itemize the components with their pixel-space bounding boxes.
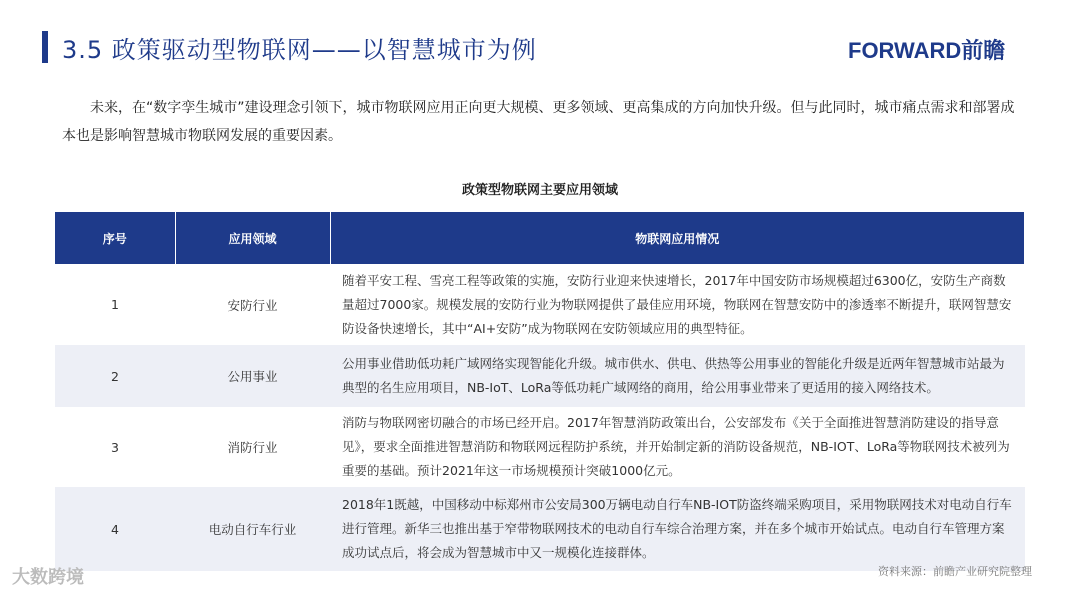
row-desc: 消防与物联网密切融合的市场已经开启。2017年智慧消防政策出台，公安部发布《关于全面推进智慧消防建设的指导意见》，要求全面推进智慧消防和物联网远程防护系统，并开始制定新的消防设备规范，NB-IOT、LoRa等物联网技术被列为重要的基础。预计2021年这一市场规模预计突破1000亿元。 <box>342 415 1010 478</box>
table-row <box>55 345 1025 407</box>
table-title: 政策型物联网主要应用领域 <box>461 183 618 198</box>
application-table <box>55 212 1025 571</box>
table-row <box>55 264 1025 345</box>
header-field: 应用领域 <box>175 212 330 264</box>
title-accent-bar <box>42 31 48 63</box>
row-no: 2 <box>55 345 175 407</box>
row-no: 1 <box>111 297 119 312</box>
row-field: 公用事业 <box>175 345 330 407</box>
header-desc: 物联网应用情况 <box>330 212 1025 264</box>
row-field: 消防行业 <box>227 440 278 455</box>
row-field: 电动自行车行业 <box>175 487 330 571</box>
header-no: 序号 <box>55 212 175 264</box>
table-row <box>55 407 1025 487</box>
row-desc: 2018年1既越，中国移动中标郑州市公安局300万辆电动自行车NB-IOT防盗终端采购项目，采用物联网技术对电动自行车进行管理。新华三也推出基于窄带物联网技术的电动自行车综合治理方案，并在多个城市开始试点。电动自行车管理方案成功试点后，将会成为智慧城市中又一规模化连接群体。 <box>330 487 1025 571</box>
source-note: 资料来源：前瞻产业研究院整理 <box>878 565 1032 578</box>
row-no: 3 <box>111 439 119 455</box>
row-desc: 随着平安工程、雪亮工程等政策的实施，安防行业迎来快速增长，2017年中国安防市场规模超过6300亿，安防生产商数量超过7000家。规模发展的安防行业为物联网提供了最佳应用环境，物联网在智慧安防中的渗透率不断提升，联网智慧安防设备快速增长，其中“AI+安防”成为物联网在安防领域应用的典型特征。 <box>342 272 1012 336</box>
brand-logo: FORWARD前瞻 <box>848 38 1006 63</box>
page-title: 3.5 政策驱动型物联网——以智慧城市为例 <box>62 36 537 64</box>
table-row <box>55 487 1025 571</box>
watermark: 大数跨境 <box>12 567 84 588</box>
row-field: 安防行业 <box>227 297 278 313</box>
row-no: 4 <box>55 487 175 571</box>
row-desc: 公用事业借助低功耗广域网络实现智能化升级。城市供水、供电、供热等公用事业的智能化升级是近两年智慧城市站最为典型的名生应用项目，NB-IoT、LoRa等低功耗广域网络的商用，给公用事业带来了更适用的接入网络技术。 <box>330 345 1025 407</box>
intro-paragraph: 未来，在“数字孪生城市”建设理念引领下，城市物联网应用正向更大规模、更多领域、更高集成的方向加快升级。但与此同时，城市痛点需求和部署成本也是影响智慧城市物联网发展的重要因素。 <box>62 100 1015 144</box>
